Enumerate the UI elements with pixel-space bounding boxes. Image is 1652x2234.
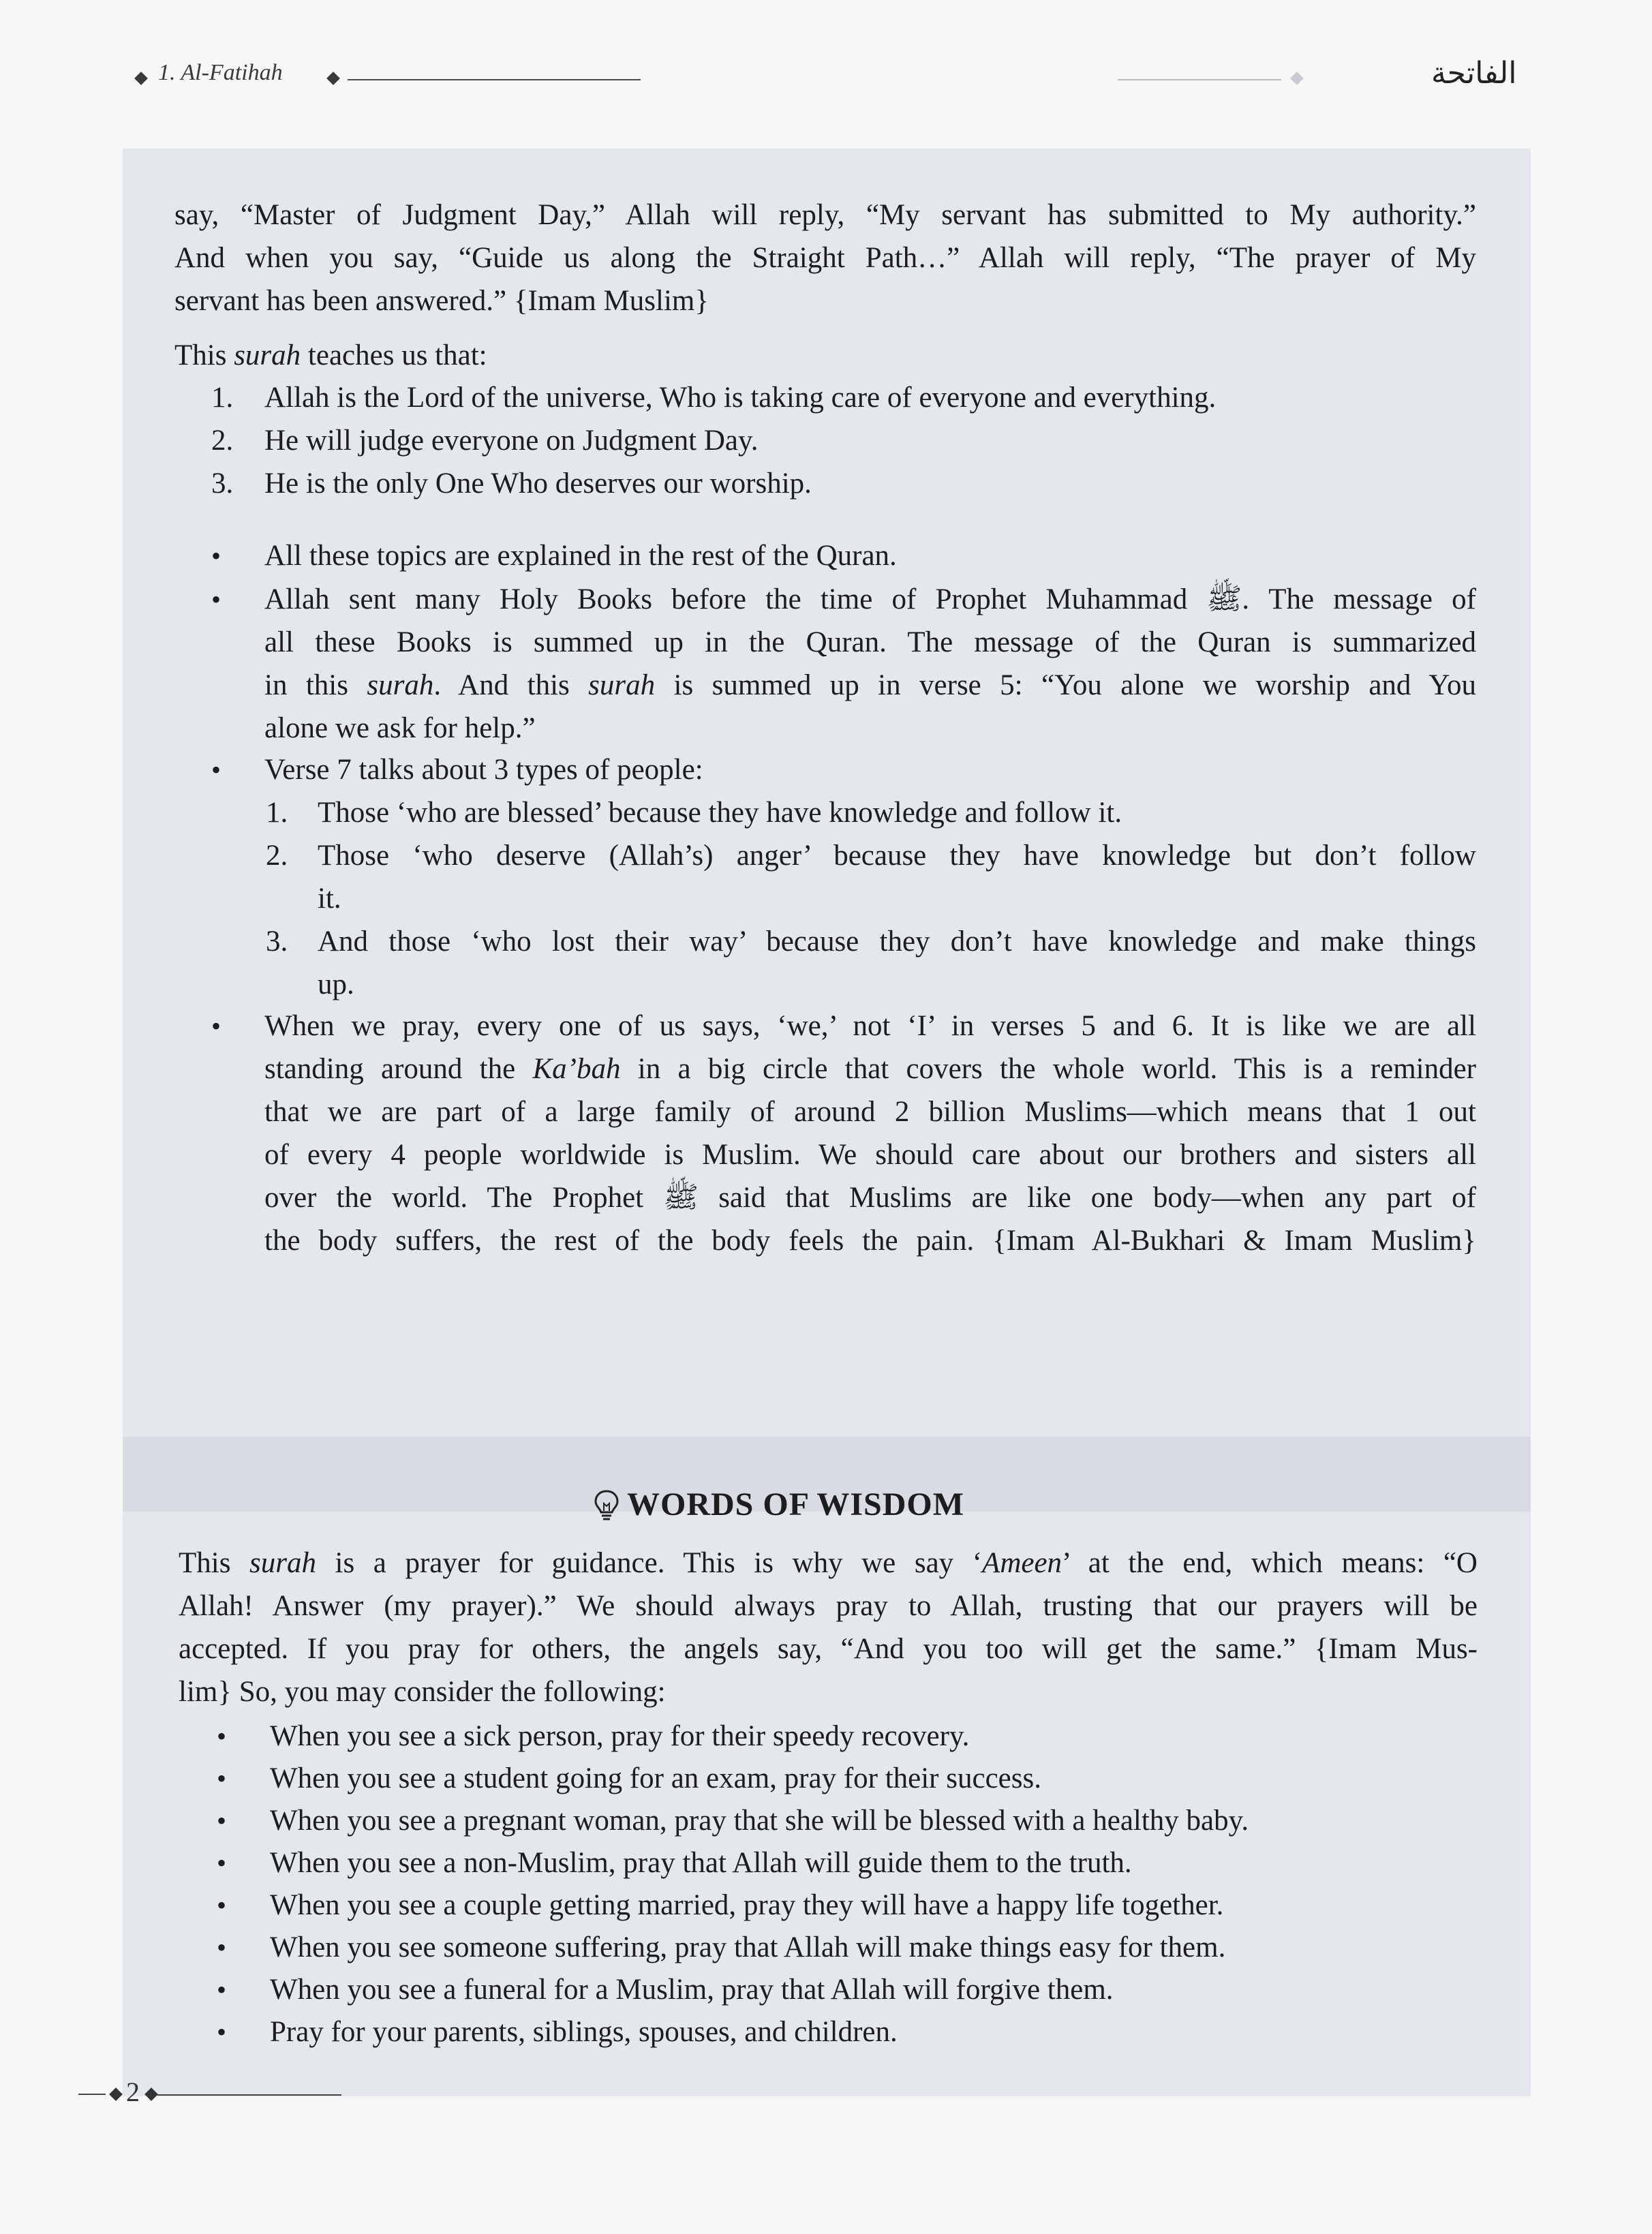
list-number: 3. — [266, 925, 288, 958]
italic-term: Ka’bah — [532, 1053, 621, 1085]
list-number: 1. — [211, 382, 234, 414]
text-line: Allah! Answer (my prayer).” We should always pray to Allah, trusting that our prayers will be — [179, 1590, 1478, 1622]
bullet-icon: • — [217, 1932, 227, 1963]
running-head-right — [1118, 56, 1533, 94]
ornament-diamond-icon — [326, 72, 340, 85]
list-number: 2. — [211, 425, 234, 457]
list-item — [318, 834, 1476, 920]
text-line: all these Books is summed up in the Quran. The message of the Quran is summarized — [264, 626, 1476, 658]
bullet-icon: • — [217, 1805, 227, 1836]
list-item: He will judge everyone on Judgment Day. — [264, 425, 759, 457]
bullet-icon: • — [217, 1974, 227, 2005]
section-heading: WORDS OF WISDOM — [627, 1486, 965, 1523]
text-line: alone we ask for help.” — [264, 712, 536, 744]
text-line: over the world. The Prophet ﷺ said that Muslims are like one body—when any part of — [264, 1182, 1476, 1214]
italic-term: surah — [249, 1547, 316, 1579]
list-item: When you see a student going for an exam, pray for their success. — [270, 1762, 1041, 1794]
page-footer — [78, 2076, 351, 2117]
footer-rule — [78, 2094, 106, 2095]
bullet-text: Verse 7 talks about 3 types of people: — [264, 754, 703, 786]
bullet-icon: • — [217, 1848, 227, 1878]
bullet-icon: • — [217, 1763, 227, 1794]
list-item: Those ‘who are blessed’ because they have knowledge and follow it. — [318, 797, 1122, 829]
text-line: And those ‘who lost their way’ because they don’t have knowledge and make things — [318, 925, 1476, 958]
text-line — [264, 664, 1476, 707]
bullet-icon: • — [217, 2017, 227, 2047]
ornament-diamond-icon — [109, 2087, 123, 2101]
page-number: 2 — [126, 2077, 140, 2107]
text-line: servant has been answered.” {Imam Muslim} — [174, 285, 709, 317]
list-item: When you see someone suffering, pray that Allah will make things easy for them. — [270, 1931, 1226, 1963]
list-item: When you see a sick person, pray for their speedy recovery. — [270, 1720, 970, 1752]
bullet-icon: • — [217, 1890, 227, 1921]
bullet-icon: • — [211, 754, 221, 785]
text-line: When we pray, every one of us says, ‘we,’ not ‘I’ in verses 5 and 6. It is like we are all — [264, 1010, 1476, 1042]
chapter-title: 1. Al-Fatihah — [158, 60, 283, 85]
text-run: This — [179, 1547, 250, 1579]
list-item: He is the only One Who deserves our worship. — [264, 468, 812, 500]
text-run: ’ at the end, which means: “O — [1062, 1547, 1478, 1579]
ornament-diamond-icon — [1290, 72, 1304, 85]
text-line: say, “Master of Judgment Day,” Allah will reply, “My servant has submitted to My authority.” — [174, 199, 1476, 231]
arabic-chapter-title: الفاتحة — [1431, 56, 1517, 91]
list-item: When you see a funeral for a Muslim, pray that Allah will forgive them. — [270, 1974, 1114, 2006]
teaches-lead — [174, 334, 1476, 377]
bullet-paragraph — [264, 1005, 1476, 1262]
italic-term: surah — [588, 669, 656, 701]
text-line: of every 4 people worldwide is Muslim. We should care about our brothers and sisters all — [264, 1139, 1476, 1171]
list-item — [318, 920, 1476, 1006]
text-run: standing around the — [264, 1053, 533, 1085]
list-number: 1. — [266, 797, 288, 829]
text-line: it. — [318, 883, 341, 915]
text-line — [264, 1047, 1476, 1090]
bullet-icon: • — [211, 540, 221, 571]
text-line: lim} So, you may consider the following: — [179, 1676, 666, 1708]
italic-term: surah — [367, 669, 434, 701]
bullet-text: All these topics are explained in the rest of the Quran. — [264, 540, 897, 572]
text-line: the body suffers, the rest of the body feels the pain. {Imam Al-Bukhari & Imam Muslim} — [264, 1225, 1476, 1257]
footer-rule — [157, 2094, 341, 2096]
italic-term: surah — [234, 339, 301, 371]
bullet-icon: • — [211, 584, 221, 615]
text-line: accepted. If you pray for others, the angels say, “And you too will get the same.” {Imam Mus- — [179, 1633, 1478, 1665]
running-head-left — [123, 60, 532, 94]
text-line: Allah sent many Holy Books before the time of Prophet Muhammad ﷺ. The message of — [264, 583, 1476, 615]
ornament-diamond-icon — [134, 72, 148, 85]
text-run: teaches us that: — [301, 339, 487, 371]
text-run: in a big circle that covers the whole world. This is a reminder — [620, 1053, 1476, 1085]
text-run: . And this — [433, 669, 589, 701]
list-item: When you see a non-Muslim, pray that Allah will guide them to the truth. — [270, 1847, 1132, 1879]
text-line — [179, 1542, 1478, 1585]
list-item: When you see a pregnant woman, pray that she will be blessed with a healthy baby. — [270, 1805, 1249, 1837]
list-item: When you see a couple getting married, pray they will have a happy life together. — [270, 1889, 1224, 1921]
header-rule — [348, 79, 641, 80]
bullet-icon: • — [217, 1721, 227, 1751]
header-rule — [1118, 79, 1281, 80]
list-item: Allah is the Lord of the universe, Who is taking care of everyone and everything. — [264, 382, 1217, 414]
italic-term: Ameen — [982, 1547, 1062, 1579]
text-run: in this — [264, 669, 367, 701]
lightbulb-icon — [593, 1488, 620, 1523]
list-item: Pray for your parents, siblings, spouses, and children. — [270, 2016, 898, 2048]
text-run: This — [174, 339, 234, 371]
text-line: Those ‘who deserve (Allah’s) anger’ because they have knowledge but don’t follow — [318, 840, 1476, 872]
text-run: is summed up in verse 5: “You alone we worship and You — [655, 669, 1476, 701]
wisdom-paragraph — [179, 1542, 1478, 1713]
text-line: that we are part of a large family of around 2 billion Muslims—which means that 1 out — [264, 1096, 1476, 1128]
intro-paragraph — [174, 194, 1476, 322]
text-line: up. — [318, 968, 354, 1000]
bullet-icon: • — [211, 1011, 221, 1041]
list-number: 2. — [266, 840, 288, 872]
text-run: is a prayer for guidance. This is why we say ‘ — [316, 1547, 983, 1579]
ornament-diamond-icon — [144, 2087, 158, 2101]
list-number: 3. — [211, 468, 234, 500]
bullet-paragraph — [264, 578, 1476, 750]
text-line: And when you say, “Guide us along the Straight Path…” Allah will reply, “The prayer of My — [174, 242, 1476, 274]
